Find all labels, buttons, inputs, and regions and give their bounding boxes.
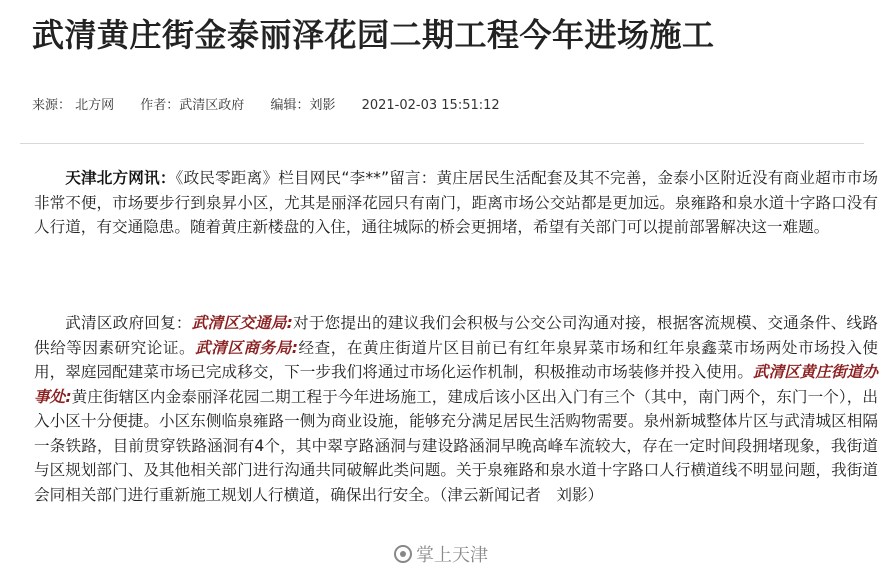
dept-transport-bureau: 武清区交通局: [191, 314, 293, 332]
dept-commerce-bureau: 武清区商务局: [195, 338, 299, 357]
dept-huangzhuang-office: 武清区黄庄街道办事处: [34, 363, 878, 406]
watermark [390, 541, 492, 567]
watermark-text: 掌上天津 [416, 545, 488, 566]
article-paragraph-1 [34, 166, 878, 240]
meta-source: 来源： 北方网 [32, 98, 115, 113]
reply-commerce-text: 经查，在黄庄街道片区目前已有红年泉昇菜市场和红年泉鑫菜市场两处市场投入使用，翠庭园配建菜市场已完成移交，下一步我们将通过市场化运作机制，积极推动市场装修并投入使用。 [34, 338, 878, 381]
article-paragraph-2 [34, 311, 878, 507]
article-title: 武清黄庄街金泰丽泽花园二期工程今年进场施工 [32, 16, 715, 54]
news-lead: 天津北方网讯： [65, 169, 176, 187]
meta-datetime: 2021-02-03 15:51:12 [361, 98, 500, 113]
reply-huangzhuang-text: 黄庄街辖区内金泰丽泽花园二期工程于今年进场施工，建成后该小区出入门有三个（其中，南门两个，东门一个），出入小区十分便捷。小区东侧临泉雍路一侧为商业设施，能够充分满足居民生活购物需要。泉州新城整体片区与武清城区相隔一条铁路，目前贯穿铁路涵洞有4个，其中翠亨路涵洞与建设路涵洞早晚高峰车流较大，存在一定时间段拥堵现象，我街道与区规划部门、及其他相关部门进行沟通共同破解此类问题。关于泉雍路和泉水道十字路口人行横道线不明显问题，我街道会同相关部门进行重新施工规划人行横道，确保出行安全。（津云新闻记者 刘影） [34, 387, 878, 504]
paragraph-1-text: 《政民零距离》栏目网民“李**”留言：黄庄居民生活配套及其不完善，金泰小区附近没有商业超市市场非常不便，市场要步行到泉昇小区，尤其是丽泽花园只有南门，距离市场公交站都是更加远。泉雍路和泉水道十字路口没有人行道，有交通隐患。随着黄庄新楼盘的入住，通往城际的桥会更拥堵，希望有关部门可以提前部署解决这一难题。 [34, 169, 878, 236]
meta-editor: 编辑：刘影 [270, 98, 336, 113]
weibo-logo-icon [394, 545, 412, 563]
article-meta [32, 94, 522, 113]
meta-author: 作者：武清区政府 [140, 98, 245, 113]
reply-transport-text: 对于您提出的建议我们会积极与公交公司沟通对接，根据客流规模、交通条件、线路供给等因素研究论证。 [34, 314, 878, 357]
reply-intro: 武清区政府回复： [65, 314, 192, 332]
header-divider [20, 143, 864, 144]
